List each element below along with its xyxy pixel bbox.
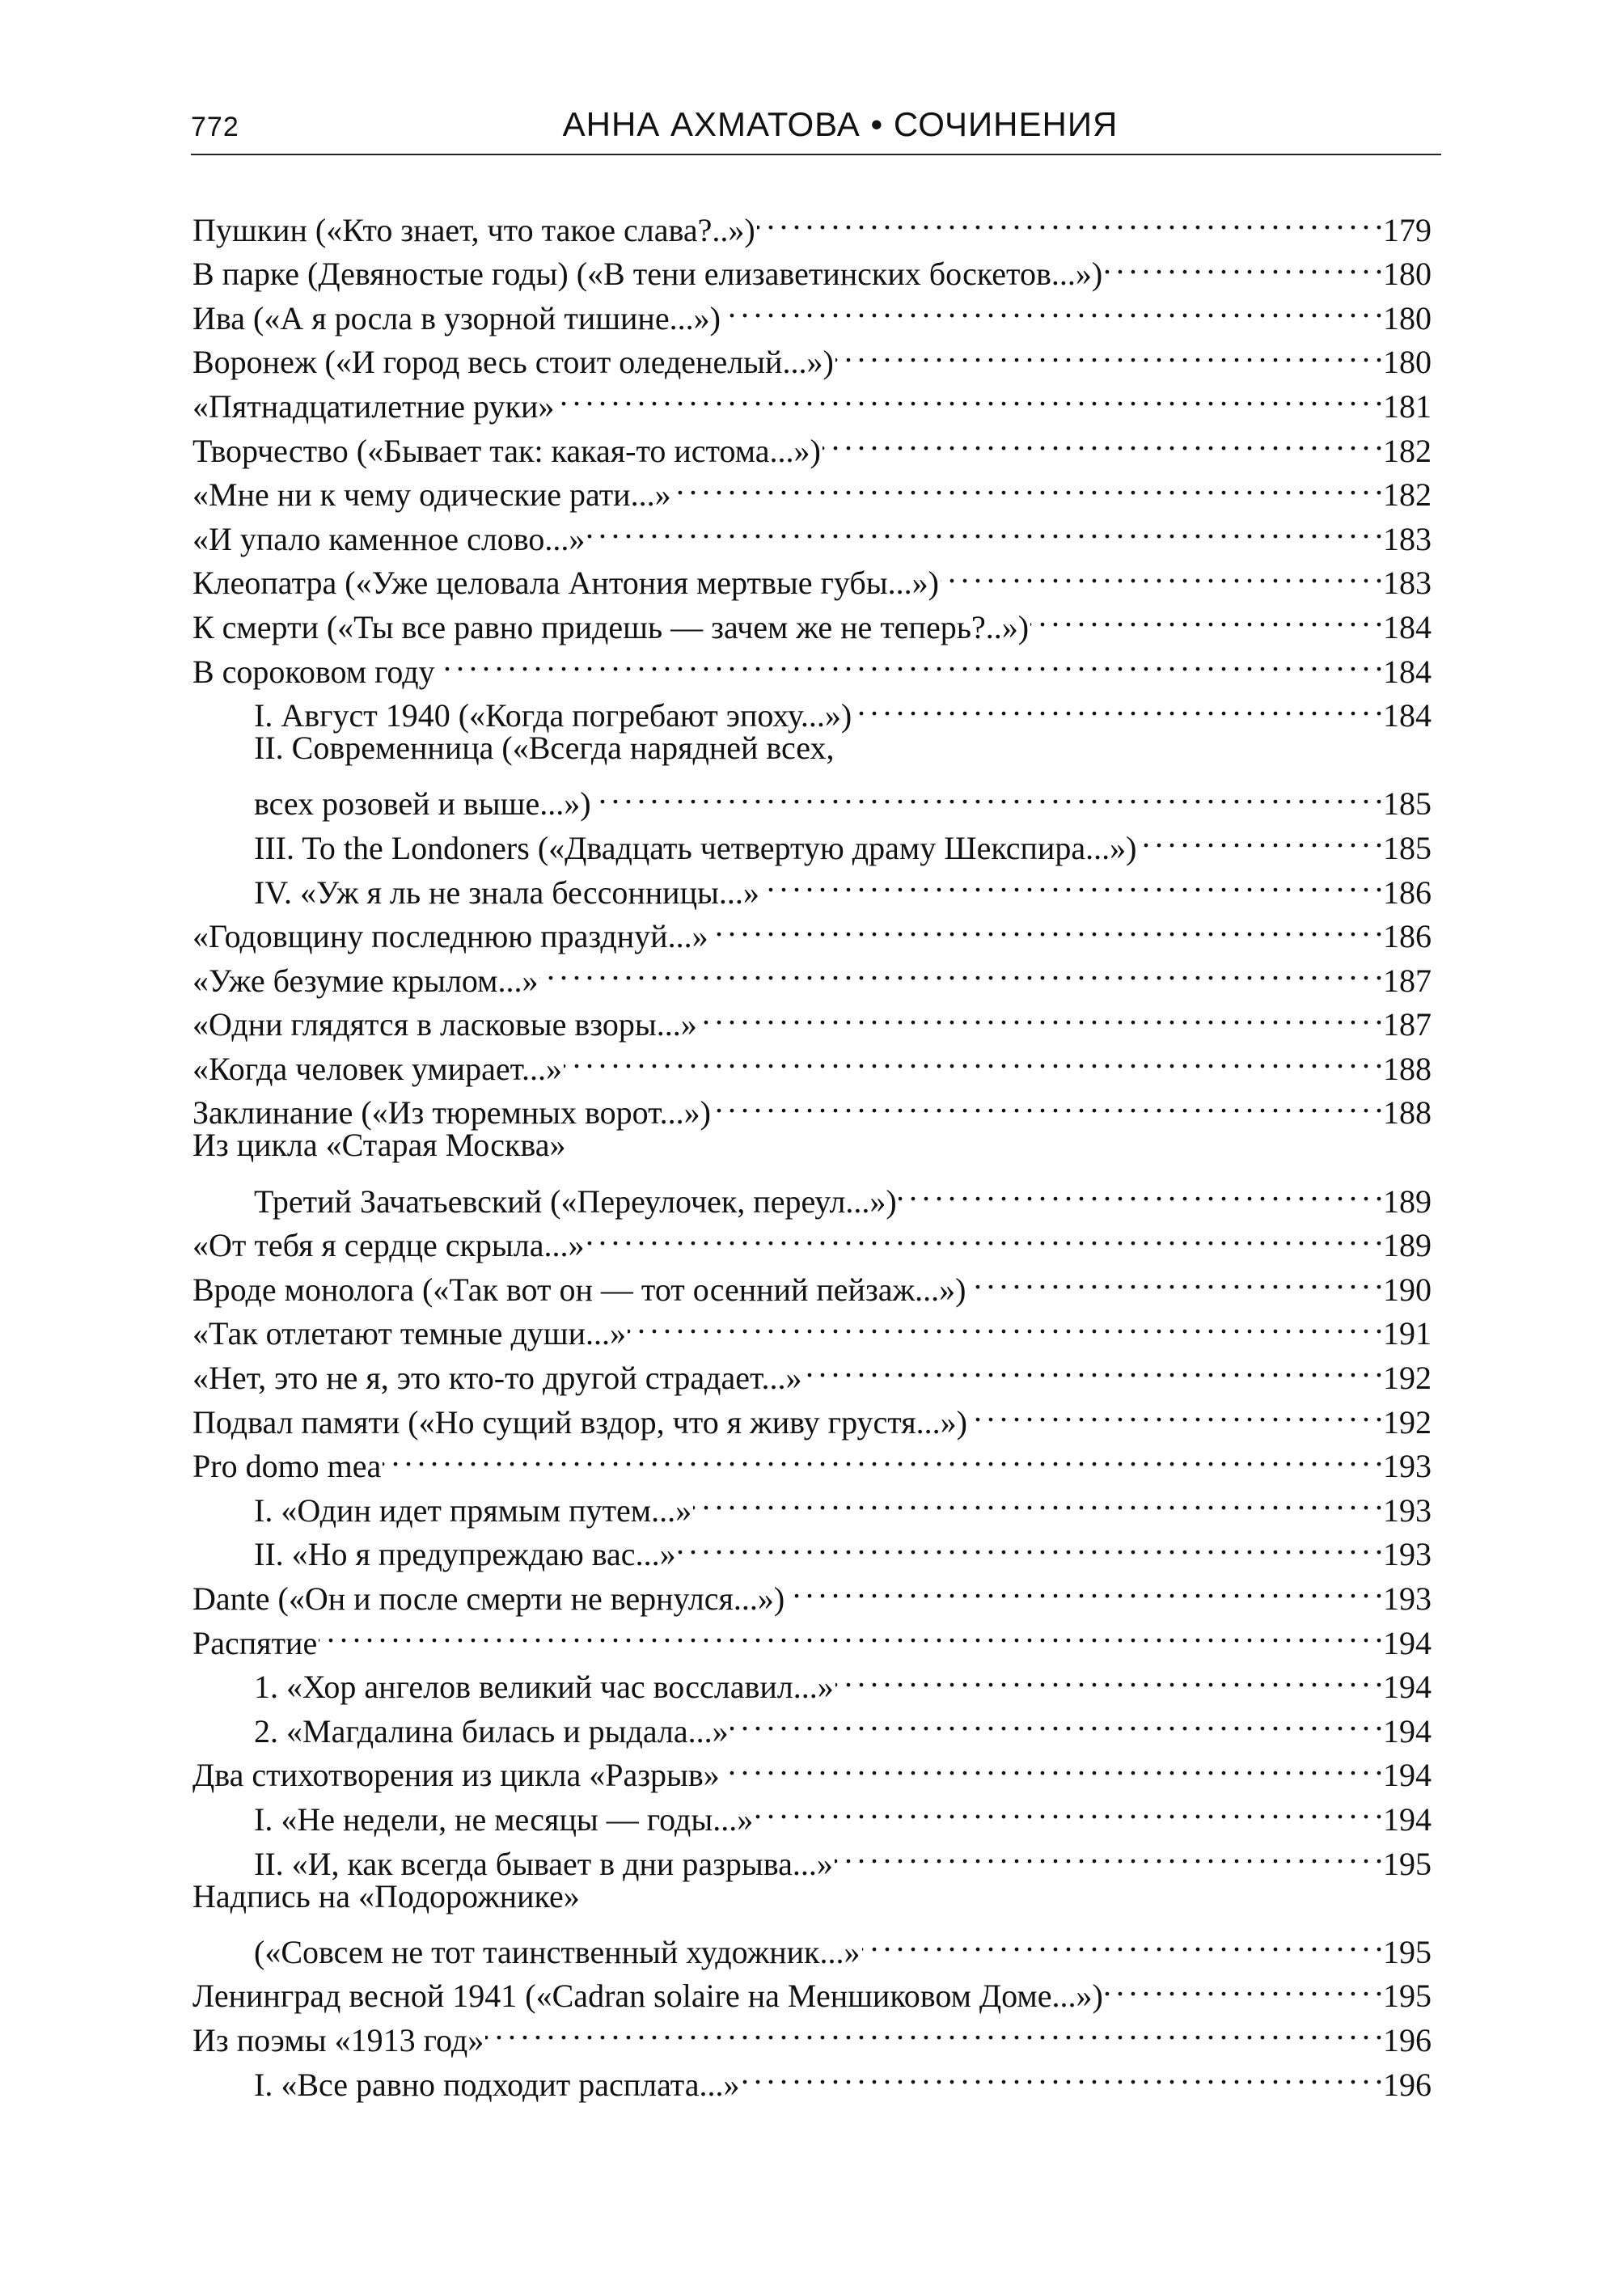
toc-entry-title: III. To the Londoners («Двадцать четвертую драму Шекспира...») [254,829,1137,866]
toc-entry-title: Из цикла «Старая Москва» [192,1127,566,1164]
toc-entry-title: Третий Зачатьевский («Переулочек, переул...») [254,1182,897,1220]
toc-entry-title: «И упало каменное слово...» [192,520,586,557]
toc-entry-page: 192 [1383,1403,1432,1441]
toc-entry-title: 1. «Хор ангелов великий час восславил...» [254,1669,834,1706]
toc-entry-page: 194 [1383,1669,1432,1706]
toc-entry-title: «Одни глядятся в ласковые взоры...» [192,1006,697,1043]
toc-entry-page: 193 [1383,1448,1432,1485]
dot-leader [835,329,1381,374]
dot-leader [835,1830,1381,1875]
toc-entry-page: 195 [1383,1933,1432,1970]
toc-entry [192,771,1432,823]
toc-entry-page: 181 [1383,387,1432,425]
toc-entry-title: Пушкин («Кто знает, что такое слава?..») [192,211,755,248]
toc-entry-title: Подвал памяти («Но сущий вздор, что я живу грустя...») [192,1403,967,1441]
dot-leader [721,1742,1381,1787]
toc-entry-title: Распятие [192,1624,318,1661]
toc-entry-title: «Мне ни к чему одические рати...» [192,476,671,514]
dot-leader [628,1301,1381,1345]
toc-entry-title: I. «Один идет прямым путем...» [254,1491,692,1529]
dot-leader [713,1080,1381,1124]
dot-leader [1030,594,1381,638]
dot-leader [755,1786,1381,1830]
toc-entry-page: 185 [1383,829,1432,866]
toc-entry-page: 184 [1383,608,1432,645]
toc-entry [192,726,1432,771]
dot-leader [556,373,1381,417]
toc-entry-page: 195 [1383,1978,1432,2015]
toc-entry-title: «Так отлетают темные души...» [192,1315,626,1352]
dot-leader [699,992,1381,1036]
toc-entry [192,1610,1432,1661]
toc-entry-page: 189 [1383,1182,1432,1220]
toc-entry-page: 182 [1383,432,1432,469]
dot-leader [967,1256,1381,1301]
toc-entry-page: 186 [1383,874,1432,911]
dot-leader [1104,241,1381,286]
toc-entry-title: «Когда человек умирает...» [192,1050,563,1087]
toc-entry-title: Из поэмы «1913 год» [192,2021,484,2058]
dot-leader [941,550,1381,594]
toc-entry-title: Воронеж («И город весь стоит оледенелый...») [192,344,834,381]
page-number: 772 [191,112,239,142]
toc-entry-page: 193 [1383,1491,1432,1529]
toc-entry-page: 183 [1383,565,1432,602]
toc-entry-page: 180 [1383,299,1432,336]
toc-entry-title: В сороковом году [192,653,435,690]
toc-entry-title: В парке (Девяностые годы) («В тени елизаветинских боскетов...») [192,256,1103,293]
toc-entry-page: 196 [1383,2021,1432,2058]
toc-entry-title: Pro domo mea [192,1448,382,1485]
toc-entry-page: 180 [1383,344,1432,381]
toc-entry-title: «Пятнадцатилетние руки» [192,387,555,425]
toc-entry-title: I. «Все равно подходит расплата...» [254,2066,740,2103]
toc-entry-page: 189 [1383,1227,1432,1264]
toc-entry-title: «Годовщину последнюю празднуй...» [192,918,708,955]
toc-entry-page: 187 [1383,1006,1432,1043]
dot-leader [804,1344,1382,1389]
dot-leader [564,1035,1381,1080]
toc-entry-page: 183 [1383,520,1432,557]
toc-entry-page: 184 [1383,653,1432,690]
dot-leader [969,1389,1381,1433]
toc-entry [192,1919,1432,1970]
toc-entry-page: 194 [1383,1624,1432,1661]
toc-entry-title: Ленинград весной 1941 («Cadran solaire на Меншиковом Доме...») [192,1978,1103,2015]
toc-entry-page: 194 [1383,1712,1432,1749]
dot-leader [586,506,1381,550]
dot-leader [710,903,1381,948]
toc-entry-page: 196 [1383,2066,1432,2103]
dot-leader [485,2007,1381,2051]
toc-entry-title: («Совсем не тот таинственный художник...» [254,1933,861,1970]
toc-entry-title: I. Август 1940 («Когда погребают эпоху...») [254,697,852,734]
toc-entry-title: II. «Но я предупреждаю вас...» [254,1536,676,1573]
dot-leader [673,462,1381,506]
toc-entry-title: Вроде монолога («Так вот он — тот осенний пейзаж...») [192,1271,966,1308]
dot-leader [1138,814,1381,859]
dot-leader [437,638,1381,683]
dot-leader [757,197,1381,241]
toc-entry-title: Надпись на «Подорожнике» [192,1877,580,1914]
toc-entry-page: 180 [1383,256,1432,293]
toc-entry-title: Ива («А я росла в узорной тишине...») [192,299,721,336]
dot-leader [786,1565,1381,1610]
toc-entry [192,1123,1432,1168]
toc-entry-page: 193 [1383,1580,1432,1617]
toc-entry-page: 182 [1383,476,1432,514]
dot-leader [722,285,1381,329]
toc-entry-title: «Уже безумие крылом...» [192,962,539,999]
dot-leader [853,683,1381,727]
toc-entry-page: 188 [1383,1050,1432,1087]
toc-entry-title: всех розовей и выше...») [254,785,591,823]
running-title: АННА АХМАТОВА • СОЧИНЕНИЯ [562,105,1119,143]
toc-entry-title: 2. «Магдалина билась и рыдала...» [254,1712,729,1749]
dot-leader [742,2051,1381,2096]
dot-leader [761,859,1381,903]
dot-leader [823,417,1381,462]
toc-entry-title: Творчество («Бывает так: какая-то истома...») [192,432,821,469]
dot-leader [383,1433,1381,1478]
toc-entry-page: 194 [1383,1757,1432,1794]
toc-entry-title: IV. «Уж я ль не знала бессонницы...» [254,874,759,911]
toc-entry-page: 187 [1383,962,1432,999]
dot-leader [730,1698,1381,1742]
toc-entry-title: II. Современница («Всегда нарядней всех, [254,730,835,767]
toc-entry [192,1168,1432,1220]
toc-entry-page: 179 [1383,211,1432,248]
toc-entry-page: 194 [1383,1800,1432,1838]
toc-entry-title: «Нет, это не я, это кто-то другой страдает...» [192,1360,802,1397]
dot-leader [593,771,1381,815]
toc-entry-title: Заклинание («Из тюремных ворот...») [192,1094,711,1132]
dot-leader [539,947,1381,992]
toc-entry-title: II. «И, как всегда бывает в дни разрыва...» [254,1845,833,1882]
dot-leader [899,1168,1381,1212]
toc-entry-title: К смерти («Ты все равно придешь — зачем же не теперь?..») [192,608,1030,645]
toc-entry-page: 184 [1383,697,1432,734]
toc-entry-title: I. «Не недели, не месяцы — годы...» [254,1800,754,1838]
toc-entry-title: Dante («Он и после смерти не вернулся...») [192,1580,785,1617]
toc-entry-page: 195 [1383,1845,1432,1882]
dot-leader [586,1212,1381,1257]
toc-entry-page: 190 [1383,1271,1432,1308]
table-of-contents [192,197,1432,2103]
dot-leader [1105,1963,1381,2007]
dot-leader [835,1654,1381,1699]
toc-entry-page: 186 [1383,918,1432,955]
toc-entry-page: 185 [1383,785,1432,823]
toc-entry [192,197,1432,248]
toc-entry [192,1654,1432,1706]
toc-entry-page: 193 [1383,1536,1432,1573]
toc-entry-title: «От тебя я сердце скрыла...» [192,1227,585,1264]
dot-leader [319,1610,1381,1654]
toc-entry-page: 191 [1383,1315,1432,1352]
dot-leader [862,1919,1382,1963]
page-header [191,104,1441,155]
toc-entry-page: 192 [1383,1360,1432,1397]
toc-entry-page: 188 [1383,1094,1432,1132]
toc-entry-title: Два стихотворения из цикла «Разрыв» [192,1757,720,1794]
toc-entry-title: Клеопатра («Уже целовала Антония мертвые губы...») [192,565,939,602]
dot-leader [678,1521,1381,1566]
dot-leader [693,1477,1381,1521]
